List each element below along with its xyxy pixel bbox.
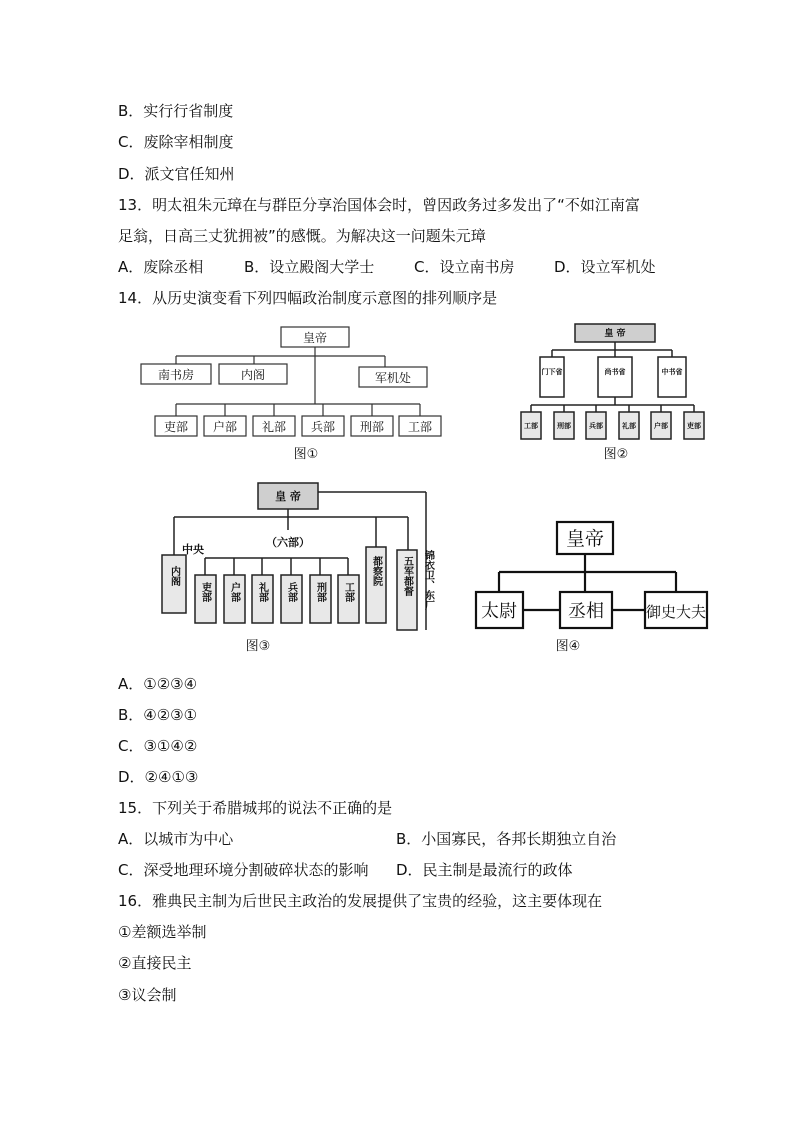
fig3-bottom-label-4: 兵部 — [285, 582, 297, 602]
fig3-bottom-label-3: 礼部 — [256, 582, 268, 602]
q13-stem-line2: 足翁，日高三丈犹拥被”的感慨。为解决这一问题朱元璋 — [118, 227, 486, 245]
q15-option-c: C．深受地理环境分割破碎状态的影响 — [118, 861, 369, 879]
q15-option-b: B．小国寡民，各邦长期独立自治 — [396, 830, 617, 848]
fig2-bottom-label-2: 刑部 — [557, 422, 571, 430]
fig2-mid-label-2: 尚书省 — [604, 368, 626, 376]
fig2-bottom-label-6: 吏部 — [687, 422, 701, 430]
fig3-bottom-label-2: 户部 — [228, 582, 240, 602]
fig3-jinyiwei-label: 锦衣卫、东厂 — [422, 550, 434, 610]
fig2-top-label: 皇 帝 — [604, 329, 626, 339]
q14-option-b: B．④②③① — [118, 706, 198, 724]
fig1-mid-label-2: 内阁 — [240, 368, 266, 382]
q16-item-1: ①差额选举制 — [118, 923, 207, 941]
q12-option-b: B．实行行省制度 — [118, 102, 234, 120]
q16-stem: 16．雅典民主制为后世民主政治的发展提供了宝贵的经验，这主要体现在 — [118, 892, 603, 910]
fig1-mid-label-1: 南书房 — [157, 368, 195, 382]
q14-option-a: A．①②③④ — [118, 675, 198, 693]
q12-option-d: D．派文官任知州 — [118, 165, 235, 183]
fig2-bottom-label-1: 工部 — [524, 422, 538, 430]
q13-option-c: C．设立南书房 — [414, 258, 515, 276]
fig4-top-label: 皇帝 — [565, 528, 605, 550]
q15-option-a: A．以城市为中心 — [118, 830, 234, 848]
fig4-caption: 图④ — [555, 639, 581, 654]
fig3-top-label: 皇 帝 — [275, 490, 301, 503]
fig3-caption: 图③ — [245, 639, 271, 654]
fig2-diagram — [521, 324, 704, 439]
fig2-mid-label-1: 门下省 — [541, 368, 563, 376]
fig3-bottom-label-5: 刑部 — [314, 582, 326, 602]
q13-option-b: B．设立殿阁大学士 — [244, 258, 375, 276]
fig4-label-1: 太尉 — [481, 601, 517, 622]
q14-stem: 14．从历史演变看下列四幅政治制度示意图的排列顺序是 — [118, 289, 498, 307]
fig2-caption: 图② — [603, 447, 629, 462]
fig1-bottom-label-6: 工部 — [407, 420, 433, 434]
fig3-zhongyang-label: 中央 — [182, 543, 204, 556]
q12-option-c: C．废除宰相制度 — [118, 133, 234, 151]
fig4-label-3: 御史大夫 — [645, 603, 707, 621]
fig3-bottom-label-1: 吏部 — [199, 582, 211, 602]
fig3-duchayuan-label: 都察院 — [370, 556, 382, 586]
fig3-wujun-label: 五军都督 — [401, 556, 413, 596]
q13-option-a: A．废除丞相 — [118, 258, 204, 276]
q15-stem: 15．下列关于希腊城邦的说法不正确的是 — [118, 799, 393, 817]
q14-option-d: D．②④①③ — [118, 768, 199, 786]
fig1-bottom-label-5: 刑部 — [359, 420, 385, 434]
fig1-bottom-label-4: 兵部 — [310, 420, 336, 434]
q15-options-row2 — [118, 860, 658, 880]
q16-item-2: ②直接民主 — [118, 954, 192, 972]
fig2-bottom-label-3: 兵部 — [589, 422, 603, 430]
fig1-bottom-label-2: 户部 — [212, 420, 238, 434]
fig3-neige-label: 内阁 — [168, 566, 180, 586]
fig3-liubu-label: （六部） — [266, 536, 310, 549]
fig4-label-2: 丞相 — [568, 601, 604, 622]
fig1-bottom-label-1: 吏部 — [163, 420, 189, 434]
fig1-caption: 图① — [293, 447, 319, 462]
q13-stem-line1: 13．明太祖朱元璋在与群臣分享治国体会时，曾因政务过多发出了“不如江南富 — [118, 196, 640, 214]
fig3-diagram — [162, 483, 426, 630]
q15-options-row1 — [118, 829, 658, 849]
q14-option-c: C．③①④② — [118, 737, 198, 755]
q15-option-d: D．民主制是最流行的政体 — [396, 861, 573, 879]
fig1-bottom-label-3: 礼部 — [261, 420, 287, 434]
q13-option-d: D．设立军机处 — [554, 258, 656, 276]
fig1-mid-label-3: 军机处 — [374, 371, 412, 385]
fig2-bottom-label-5: 户部 — [654, 422, 668, 430]
fig2-bottom-label-4: 礼部 — [622, 422, 636, 430]
fig3-bottom-label-6: 工部 — [342, 582, 354, 602]
fig1-top-label: 皇帝 — [302, 331, 328, 345]
fig2-mid-label-3: 中书省 — [661, 368, 683, 376]
q16-item-3: ③议会制 — [118, 986, 177, 1004]
